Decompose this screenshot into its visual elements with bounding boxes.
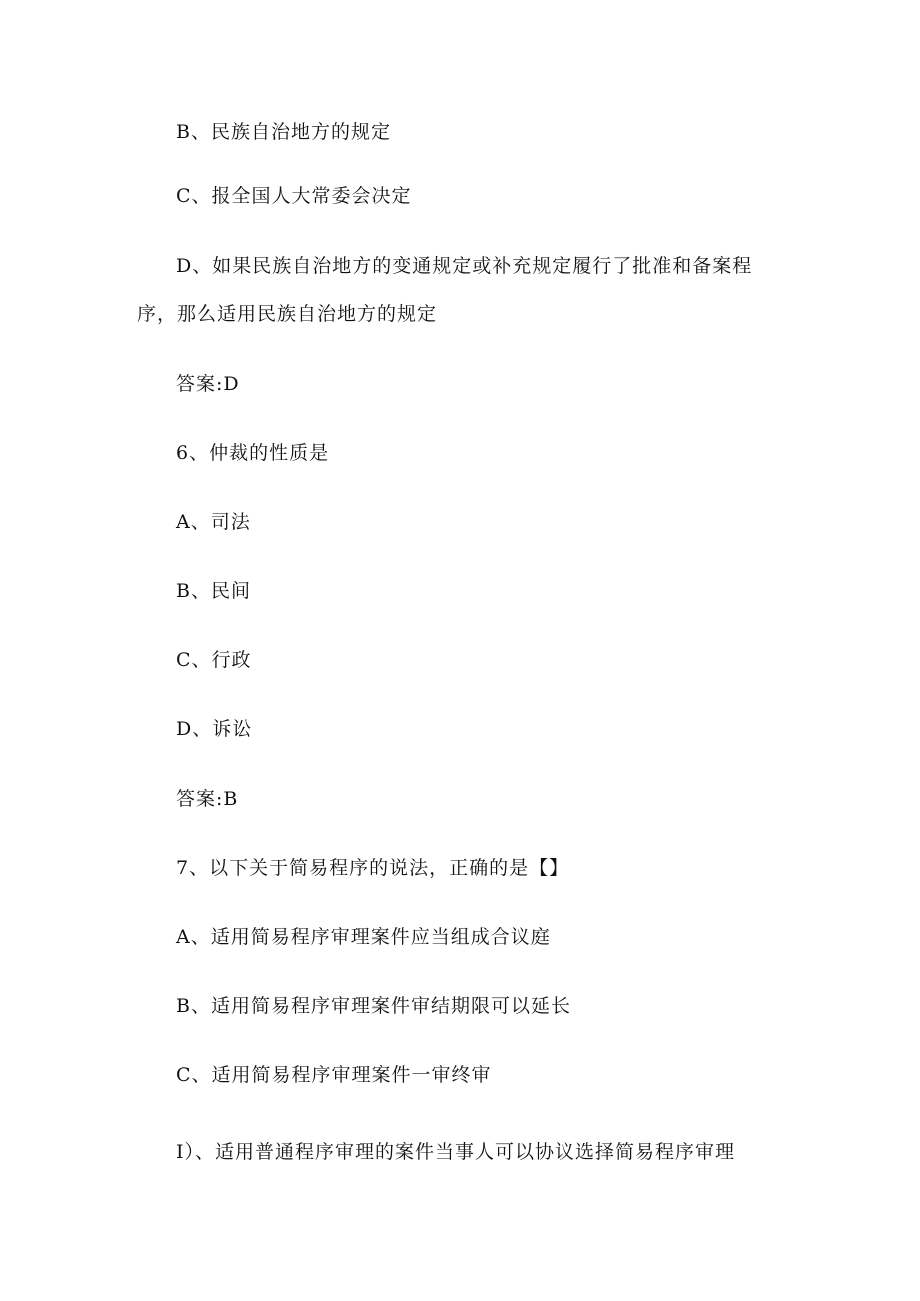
question-6: 6、仲裁的性质是 bbox=[176, 442, 330, 464]
answer-q5: 答案:D bbox=[176, 373, 240, 395]
option-d-q5-line1: D、如果民族自治地方的变通规定或补充规定履行了批准和备案程 bbox=[176, 255, 753, 277]
question-7: 7、以下关于简易程序的说法，正确的是【】 bbox=[176, 857, 570, 879]
option-a-q7: A、适用简易程序审理案件应当组成合议庭 bbox=[176, 926, 551, 948]
option-d-q7: I）、适用普通程序审理的案件当事人可以协议选择简易程序审理 bbox=[176, 1141, 736, 1163]
option-c-q7: C、适用简易程序审理案件一审终审 bbox=[176, 1064, 492, 1086]
option-c-q5: C、报全国人大常委会决定 bbox=[176, 185, 412, 207]
option-b-q7: B、适用简易程序审理案件审结期限可以延长 bbox=[176, 995, 571, 1017]
option-d-q5-line2: 序，那么适用民族自治地方的规定 bbox=[137, 303, 438, 325]
option-a-q6: A、司法 bbox=[176, 511, 251, 533]
option-d-q6: D、诉讼 bbox=[176, 718, 253, 740]
option-b-q6: B、民间 bbox=[176, 580, 251, 602]
option-c-q6: C、行政 bbox=[176, 649, 252, 671]
option-b-q5: B、民族自治地方的规定 bbox=[176, 121, 391, 143]
answer-q6: 答案:B bbox=[176, 788, 239, 810]
